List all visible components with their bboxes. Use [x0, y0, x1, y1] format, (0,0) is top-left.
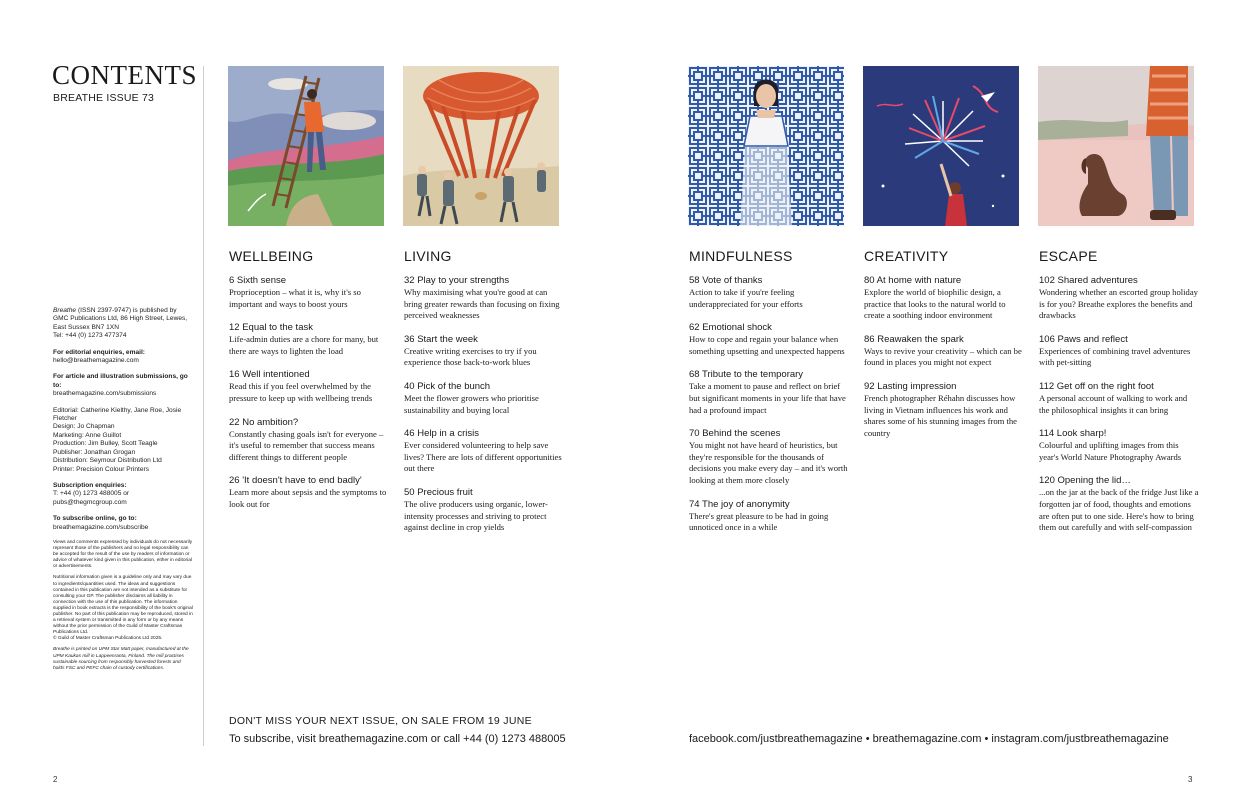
subs-tel: T: +44 (0) 1273 488005 or	[53, 490, 130, 498]
entry-heading: 70 Behind the scenes	[689, 428, 781, 440]
contents-entry[interactable]	[864, 381, 1024, 439]
subscription-contact	[53, 482, 193, 507]
entry-description: The olive producers using organic, lower-intensity processes and striving to protect against decline in crop yields	[404, 498, 548, 533]
entry-description: A personal account of walking to work and the philosophical insights it can bring	[1039, 392, 1188, 415]
entry-heading: 74 The joy of anonymity	[689, 498, 790, 510]
contents-entry[interactable]	[404, 487, 564, 534]
contents-entry[interactable]	[689, 369, 849, 416]
entry-heading: 36 Start the week	[404, 333, 478, 345]
credit-production: Production: Jim Bulley, Scott Teagle	[53, 440, 158, 448]
section-mindfulness	[689, 248, 849, 546]
contents-entry[interactable]	[689, 322, 849, 357]
online-subscribe	[53, 515, 193, 532]
entry-heading: 32 Play to your strengths	[404, 275, 510, 286]
contents-entry[interactable]	[229, 322, 389, 357]
wellbeing-illustration	[228, 66, 384, 226]
editorial-contact	[53, 349, 193, 366]
submissions-contact	[53, 373, 193, 398]
contents-entry[interactable]	[404, 381, 564, 416]
page-number-right: 3	[1188, 775, 1193, 784]
contents-entry[interactable]	[1039, 334, 1199, 369]
entry-heading: 16 Well intentioned	[229, 369, 310, 381]
contents-entry[interactable]	[229, 417, 389, 464]
next-issue-banner: DON'T MISS YOUR NEXT ISSUE, ON SALE FROM 19 JUNE	[229, 715, 532, 727]
escape-illustration	[1038, 66, 1194, 226]
entry-description: Wondering whether an escorted group holiday is for you? Breathe explores the benefits and drawbacks	[1039, 287, 1198, 321]
entry-description: How to cope and regain your balance when something upsetting and unexpected happens	[689, 334, 845, 356]
subs-email[interactable]: pubs@thegmcgroup.com	[53, 498, 127, 506]
contents-entry[interactable]	[1039, 428, 1199, 463]
contents-entry[interactable]	[229, 275, 389, 310]
entry-description: Ways to revive your creativity – which can be found in places you might not expect	[864, 345, 1022, 368]
entry-heading: 68 Tribute to the temporary	[689, 369, 804, 381]
entry-heading: 12 Equal to the task	[229, 322, 313, 334]
subscribe-info[interactable]: To subscribe, visit breathemagazine.com or call +44 (0) 1273 488005	[229, 733, 566, 745]
disclaimer-reproduction: No part of this publication may be reproduced, stored in a retrieval system or transmitted in any form or by any means without the prior permission of the Guild of Master Craftsman Publications Ltd.	[53, 611, 193, 636]
section-creativity	[864, 248, 1024, 451]
publisher-text: (ISSN 2397-9747) is published by GMC Publications Ltd, 86 High Street, Lewes, East Sussex BN7 1XN	[53, 307, 188, 331]
disclaimer-nutrition	[53, 575, 193, 642]
entry-description: Why maximising what you're good at can bring greater rewards than focusing on fixing perceived weaknesses	[404, 287, 560, 321]
entry-description: Action to take if you're feeling underappreciated for your efforts	[689, 287, 803, 309]
entry-description: ...on the jar at the back of the fridge Just like a forgotten jar of food, thoughts and emotions are often put to one side. Here's how to bring them out carefully and with self-compassion	[1039, 487, 1199, 533]
entry-heading: 102 Shared adventures	[1039, 275, 1138, 286]
issue-label: BREATHE ISSUE 73	[53, 92, 155, 104]
credit-distribution: Distribution: Seymour Distribution Ltd	[53, 457, 162, 465]
contents-entry[interactable]	[1039, 475, 1199, 533]
colophon	[53, 307, 193, 677]
section-title-wellbeing: WELLBEING	[229, 248, 314, 264]
entry-description: Life-admin duties are a chore for many, but there are ways to lighten the load	[229, 334, 379, 356]
entry-description: Constantly chasing goals isn't for everyone – it's useful to remember that success means different things to different people	[229, 428, 384, 462]
entry-description: Proprioception – what it is, why it's so important and ways to boost yours	[229, 287, 361, 309]
subs-label: Subscription enquiries:	[53, 481, 127, 489]
editorial-email[interactable]: hello@breathemagazine.com	[53, 357, 139, 365]
online-label: To subscribe online, go to:	[53, 515, 137, 523]
entry-description: Read this if you feel overwhelmed by the pressure to keep up with wellbeing trends	[229, 381, 373, 403]
disclaimer-extracts: The information supplied in book extracts is the responsibility of the book's original publisher.	[53, 599, 193, 617]
entry-description: There's great pleasure to be had in going unnoticed once in a while	[689, 510, 829, 533]
entry-heading: 92 Lasting impression	[864, 380, 957, 392]
submissions-url[interactable]: breathemagazine.com/submissions	[53, 390, 157, 398]
entry-heading: 114 Look sharp!	[1039, 428, 1107, 440]
entry-description: Explore the world of biophilic design, a practice that looks to the natural world to create a soothing indoor environment	[864, 287, 1006, 321]
fireworks-icon	[863, 66, 1019, 226]
entry-heading: 80 At home with nature	[864, 275, 962, 286]
credit-design: Design: Jo Chapman	[53, 423, 115, 431]
disclaimer-nutrition-text: Nutritional information given is a guideline only and may vary due to ingredients/quantities used. The ideas and suggestions contained in this publication are not intended as a substitute for consulting your GP. The publisher disclaims all liability in connection with the use of this publication.	[53, 575, 192, 605]
olive-net-icon	[403, 66, 559, 226]
entry-heading: 6 Sixth sense	[229, 275, 287, 286]
entry-description: Ever considered volunteering to help save lives? There are lots of different opportunities out there	[404, 440, 562, 474]
entry-description: You might not have heard of heuristics, but they're responsible for the thousands of decisions you make every day – and it's worth looking at them more closely	[689, 440, 848, 485]
entry-description: Meet the flower growers who prioritise sustainability and buying local	[404, 392, 539, 415]
contents-entry[interactable]	[229, 475, 389, 510]
contents-entry[interactable]	[864, 334, 1024, 369]
entry-heading: 62 Emotional shock	[689, 322, 772, 334]
paper-note-text: Breathe is printed on UPM Star Matt paper, manufactured at the UPM Kaukas mill in Lappeenranta, Finland. The mill practises sustainable sourcing from responsibly harvested forests and holds FSC and PEFC chain of custody certifications.	[53, 647, 189, 671]
entry-heading: 26 'It doesn't have to end badly'	[229, 475, 362, 487]
entry-heading: 50 Precious fruit	[404, 486, 473, 498]
living-illustration	[403, 66, 559, 226]
contents-entry[interactable]	[229, 369, 389, 404]
publisher-brand: Breathe	[53, 307, 77, 314]
contents-entry[interactable]	[1039, 275, 1199, 322]
publisher-info	[53, 307, 193, 341]
entry-description: Creative writing exercises to try if you experience those back-to-work blues	[404, 345, 537, 368]
submissions-label: For article and illustration submissions, go to:	[53, 373, 188, 389]
section-title-escape: ESCAPE	[1039, 248, 1098, 264]
contents-entry[interactable]	[689, 428, 849, 486]
entry-heading: 106 Paws and reflect	[1039, 333, 1128, 345]
credit-printer: Printer: Precision Colour Printers	[53, 465, 150, 473]
entry-heading: 58 Vote of thanks	[689, 275, 763, 286]
publisher-tel: Tel: +44 (0) 1273 477374	[53, 332, 127, 340]
disclaimer-views: Views and comments expressed by individuals do not necessarily represent those of the publishers and no legal responsibility can be accepted for the result of the use by readers of information or advice of whatever kind given in this publication, either in editorial or advertisements.	[53, 539, 193, 570]
contents-entry[interactable]	[689, 499, 849, 534]
entry-description: Learn more about sepsis and the symptoms to look out for	[229, 487, 387, 509]
page-title: CONTENTS	[52, 60, 197, 90]
entry-heading: 120 Opening the lid…	[1039, 475, 1131, 487]
section-title-creativity: CREATIVITY	[864, 248, 949, 264]
contents-entry[interactable]	[404, 428, 564, 475]
pattern-woman-icon	[688, 66, 844, 226]
dog-walker-icon	[1038, 66, 1194, 226]
column-divider	[203, 66, 204, 746]
social-links[interactable]: facebook.com/justbreathemagazine • breathemagazine.com • instagram.com/justbreathemagazine	[689, 733, 1169, 745]
entry-description: Colourful and uplifting images from this year's World Nature Photography Awards	[1039, 440, 1182, 462]
page-number-left: 2	[53, 775, 58, 784]
entry-heading: 112 Get off on the right foot	[1039, 380, 1154, 392]
section-living	[404, 248, 564, 546]
section-title-living: LIVING	[404, 248, 452, 264]
entry-heading: 40 Pick of the bunch	[404, 380, 491, 392]
credit-marketing: Marketing: Anne Guillot	[53, 431, 122, 439]
entry-description: Take a moment to pause and reflect on brief but significant moments in your life that have had a profound impact	[689, 381, 846, 415]
creativity-illustration	[863, 66, 1019, 226]
section-title-mindfulness: MINDFULNESS	[689, 248, 793, 264]
contents-entry[interactable]	[1039, 381, 1199, 416]
entry-heading: 22 No ambition?	[229, 416, 299, 428]
section-wellbeing	[229, 248, 389, 523]
contents-entry[interactable]	[404, 275, 564, 322]
credit-publisher: Publisher: Jonathan Grogan	[53, 448, 136, 456]
entry-heading: 86 Reawaken the spark	[864, 333, 964, 345]
entry-heading: 46 Help in a crisis	[404, 428, 479, 440]
credit-editorial: Editorial: Catherine Kielthy, Jane Roe, Josie Fletcher	[53, 406, 182, 423]
staff-credits	[53, 407, 193, 474]
contents-entry[interactable]	[864, 275, 1024, 322]
copyright-notice: © Guild of Master Craftsman Publications Ltd 2025.	[53, 636, 163, 642]
mindfulness-illustration	[688, 66, 844, 226]
ladder-climber-icon	[228, 66, 384, 226]
section-escape	[1039, 248, 1199, 546]
paper-note	[53, 647, 193, 671]
entry-description: Experiences of combining travel adventures with pet-sitting	[1039, 345, 1191, 368]
online-url[interactable]: breathemagazine.com/subscribe	[53, 523, 149, 531]
entry-description: French photographer Réhahn discusses how living in Vietnam influences his work and shares some of his stunning images from the country	[864, 392, 1017, 438]
contents-entry[interactable]	[404, 334, 564, 369]
editorial-label: For editorial enquiries, email:	[53, 348, 145, 356]
contents-entry[interactable]	[689, 275, 849, 310]
